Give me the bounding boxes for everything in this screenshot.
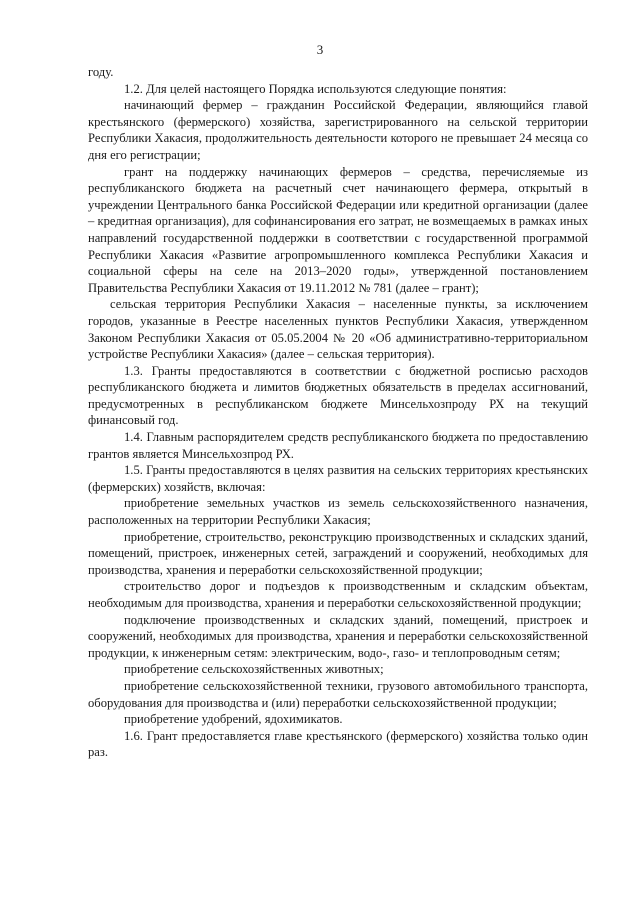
paragraph: подключение производственных и складских зданий, помещений, пристроек и сооружений, необходимых для производства, хранения и переработки сельскохозяйственной продукции, к инженерным сетям: электрическим, водо-, газо- и теплопроводным сетям; — [88, 612, 588, 660]
paragraph: начинающий фермер – гражданин Российской Федерации, являющийся главой крестьянского (фермерского) хозяйства, зарегистрированного на сельской территории Республики Хакасия, продолжительность деятельности которого не превышает 24 месяца со дня его регистрации; — [88, 98, 588, 162]
paragraph: 1.6. Грант предоставляется главе крестьянского (фермерского) хозяйства только один раз. — [88, 728, 588, 760]
paragraph: приобретение, строительство, реконструкцию производственных и складских зданий, помещений, пристроек, инженерных сетей, заграждений и сооружений, необходимых для производства, хранения и переработки сельскохозяйственной продукции; — [88, 529, 588, 577]
paragraph: приобретение сельскохозяйственной техники, грузового автомобильного транспорта, оборудования для производства и (или) переработки сельскохозяйственной продукции; — [88, 678, 588, 710]
paragraph: 1.3. Гранты предоставляются в соответствии с бюджетной росписью расходов республиканского бюджета и лимитов бюджетных обязательств в пределах ассигнований, предусмотренных в республиканском бюджете Минсельхозпроду РХ на текущий финансовый год. — [88, 363, 588, 428]
paragraph: 1.5. Гранты предоставляются в целях развития на сельских территориях крестьянских (фермерских) хозяйств, включая: — [88, 463, 588, 494]
paragraph: году. — [88, 65, 114, 79]
paragraph: 1.4. Главным распорядителем средств республиканского бюджета по предоставлению грантов является Минсельхозпрод РХ. — [88, 430, 588, 461]
paragraph: приобретение сельскохозяйственных животных; — [124, 662, 384, 677]
paragraph: приобретение удобрений, ядохимикатов. — [124, 712, 343, 727]
paragraph: грант на поддержку начинающих фермеров – средства, перечисляемые из республиканского бюджета на расчетный счет начинающего фермера, открытый в учреждении Центрального банка Российской Федерации или кредитной организации (далее – кредитная организация), для софинансирования его затрат, не возмещаемых в рамках иных направлений государственной поддержки в соответствии с государственной программой Республики Хакасия «Развитие агропромышленного комплекса Республики Хакасия и социальной сферы на селе на 2013–2020 годы», утвержденной постановлением Правительства Республики Хакасия от 19.11.2012 № 781 (далее – грант); — [88, 164, 588, 295]
page-number: 3 — [316, 42, 324, 57]
paragraph: сельская территория Республики Хакасия – населенные пункты, за исключением городов, указанные в Реестре населенных пунктов Республики Хакасия, утвержденном Законом Республики Хакасия от 05.05.2004 № 20 «Об административно-территориальном устройстве Республики Хакасия» (далее – сельская территория). — [88, 297, 588, 362]
paragraph: 1.2. Для целей настоящего Порядка используются следующие понятия: — [124, 81, 507, 96]
paragraph: приобретение земельных участков из земель сельскохозяйственного назначения, расположенных на территории Республики Хакасия; — [88, 496, 588, 528]
document-body — [88, 64, 588, 761]
paragraph: строительство дорог и подъездов к производственным и складским объектам, необходимым для производства, хранения и переработки сельскохозяйственной продукции; — [88, 579, 588, 610]
